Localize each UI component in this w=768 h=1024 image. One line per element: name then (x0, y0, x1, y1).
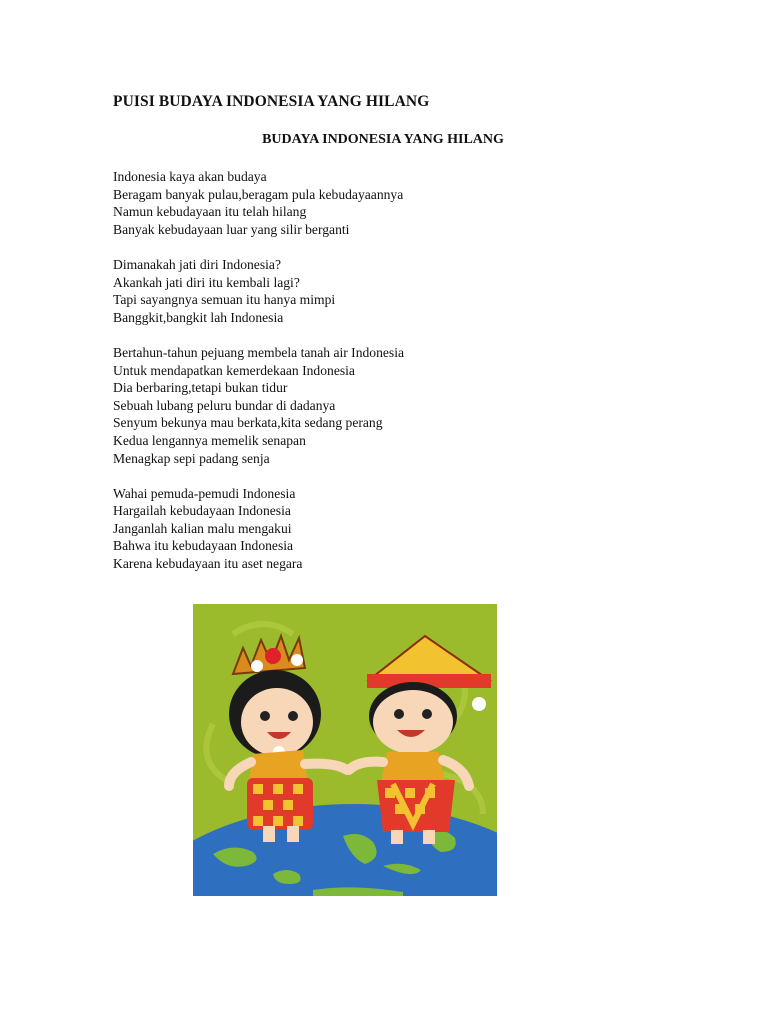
poem-line: Hargailah kebudayaan Indonesia (113, 503, 291, 519)
poem-line: Karena kebudayaan itu aset negara (113, 556, 303, 572)
poem-line: Menagkap sepi padang senja (113, 450, 270, 466)
illustration-svg (193, 604, 497, 896)
poem-line: Banggkit,bangkit lah Indonesia (113, 309, 284, 325)
poem-line: Beragam banyak pulau,beragam pula kebudayaannya (113, 186, 404, 202)
poem-line: Indonesia kaya akan budaya (113, 169, 267, 184)
poem-line: Dimanakah jati diri Indonesia? (113, 256, 281, 272)
stanza (113, 168, 404, 238)
poem-line: Tapi sayangnya semuan itu hanya mimpi (113, 292, 336, 308)
poem-line: Janganlah kalian malu mengakui (113, 520, 292, 536)
poem-line: Dia berbaring,tetapi bukan tidur (113, 380, 288, 396)
poem-line: Sebuah lubang peluru bundar di dadanya (113, 397, 336, 413)
stanza (113, 256, 404, 326)
poem-line: Bahwa itu kebudayaan Indonesia (113, 538, 294, 554)
poem-line: Senyum bekunya mau berkata,kita sedang perang (113, 415, 383, 431)
page-title: PUISI BUDAYA INDONESIA YANG HILANG (113, 93, 430, 110)
illustration-balinese-children-on-globe (193, 604, 497, 896)
poem-line: Namun kebudayaan itu telah hilang (113, 204, 307, 220)
poem-line: Untuk mendapatkan kemerdekaan Indonesia (113, 362, 355, 378)
poem-body (113, 168, 404, 590)
poem-line: Bertahun-tahun pejuang membela tanah air Indonesia (113, 344, 405, 360)
poem-line: Akankah jati diri itu kembali lagi? (113, 274, 300, 290)
poem-title (0, 132, 768, 148)
poem-line: Kedua lengannya memelik senapan (113, 432, 306, 448)
stanza (113, 485, 404, 573)
poem-line: Banyak kebudayaan luar yang silir berganti (113, 221, 350, 237)
poem-title-text: BUDAYA INDONESIA YANG HILANG (262, 132, 504, 147)
poem-line: Wahai pemuda-pemudi Indonesia (113, 485, 296, 501)
stanza (113, 344, 404, 467)
